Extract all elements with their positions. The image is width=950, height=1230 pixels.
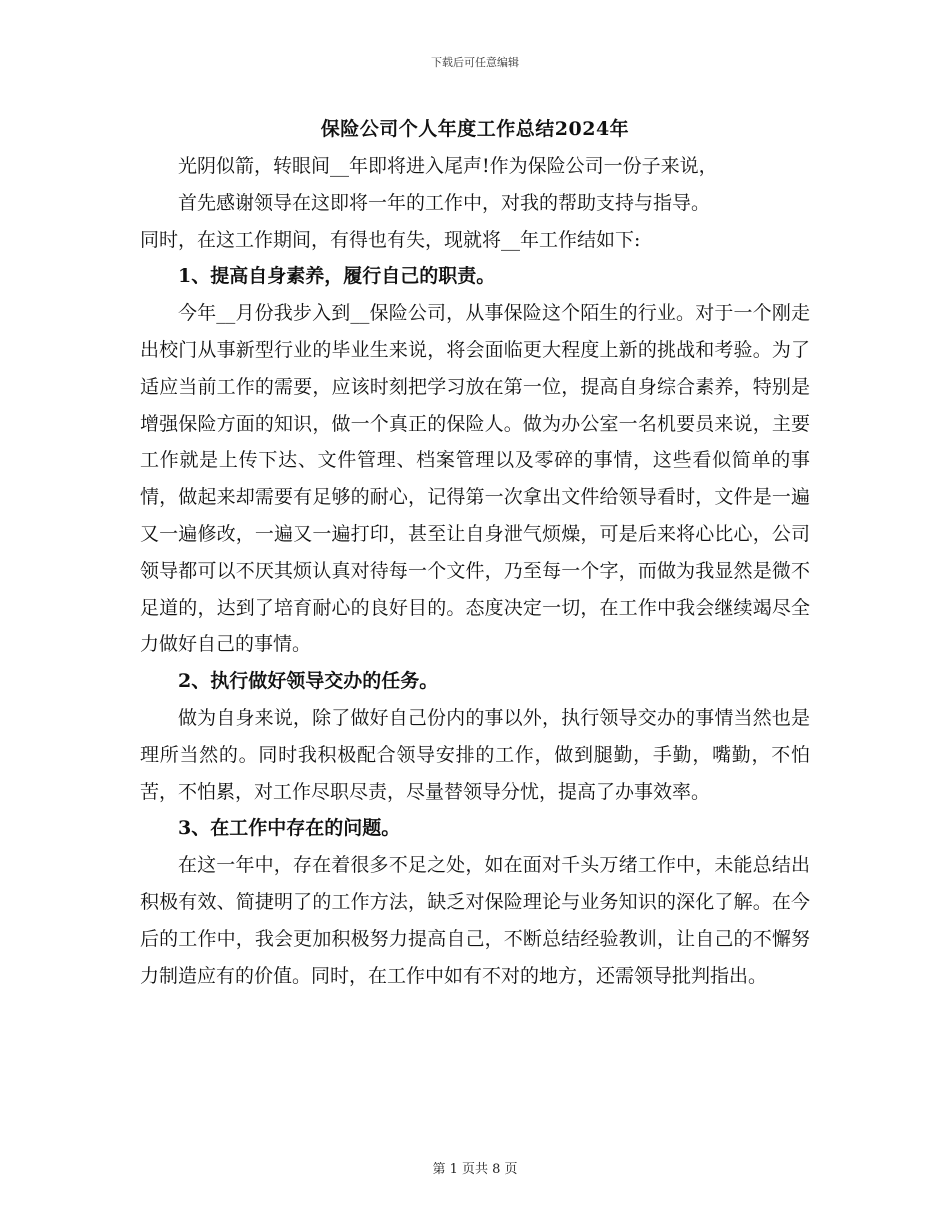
section-body-1: 今年__月份我步入到__保险公司，从事保险这个陌生的行业。对于一个刚走出校门从事新型行业的毕业生来说，将会面临更大程度上新的挑战和考验。为了适应当前工作的需要，应该时刻把学习放在第一位，提高自身综合素养，特别是增强保险方面的知识，做一个真正的保险人。做为办公室一名机要员来说，主要工作就是上传下达、文件管理、档案管理以及零碎的事情，这些看似简单的事情，做起来却需要有足够的耐心，记得第一次拿出文件给领导看时，文件是一遍又一遍修改，一遍又一遍打印，甚至让自身泄气烦燥，可是后来将心比心，公司领导都可以不厌其烦认真对待每一个文件，乃至每一个字，而做为我显然是微不足道的，达到了培育耐心的良好目的。态度决定一切，在工作中我会继续竭尽全力做好自己的事情。 xyxy=(140,302,810,656)
section-body-3: 在这一年中，存在着很多不足之处，如在面对千头万绪工作中，未能总结出积极有效、简捷明了的工作方法，缺乏对保险理论与业务知识的深化了解。在今后的工作中，我会更加积极努力提高自己，不断总结经验教训，让自己的不懈努力制造应有的价值。同时，在工作中如有不对的地方，还需领导批判指出。 xyxy=(140,854,810,987)
section-heading-1: 1、提高自身素养，履行自己的职责。 xyxy=(178,265,496,288)
section-body-2: 做为自身来说，除了做好自己份内的事以外，执行领导交办的事情当然也是理所当然的。同时我积极配合领导安排的工作，做到腿勤，手勤，嘴勤，不怕苦，不怕累，对工作尽职尽责，尽量替领导分忧，提高了办事效率。 xyxy=(140,706,810,803)
page-number-footer: 第 1 页共 8 页 xyxy=(432,1162,518,1177)
intro-paragraph-2: 首先感谢领导在这即将一年的工作中，对我的帮助支持与指导。 xyxy=(178,191,711,214)
intro-paragraph-3: 同时，在这工作期间，有得也有失，现就将__年工作结如下: xyxy=(140,228,641,251)
document-title: 保险公司个人年度工作总结2024年 xyxy=(320,118,630,140)
intro-paragraph-1: 光阴似箭，转眼间__年即将进入尾声!作为保险公司一份子来说， xyxy=(178,155,718,177)
section-heading-2: 2、执行做好领导交办的任务。 xyxy=(178,670,439,693)
section-heading-3: 3、在工作中存在的问题。 xyxy=(178,817,401,840)
header-note: 下载后可任意编辑 xyxy=(431,56,519,69)
document-body xyxy=(140,148,810,994)
